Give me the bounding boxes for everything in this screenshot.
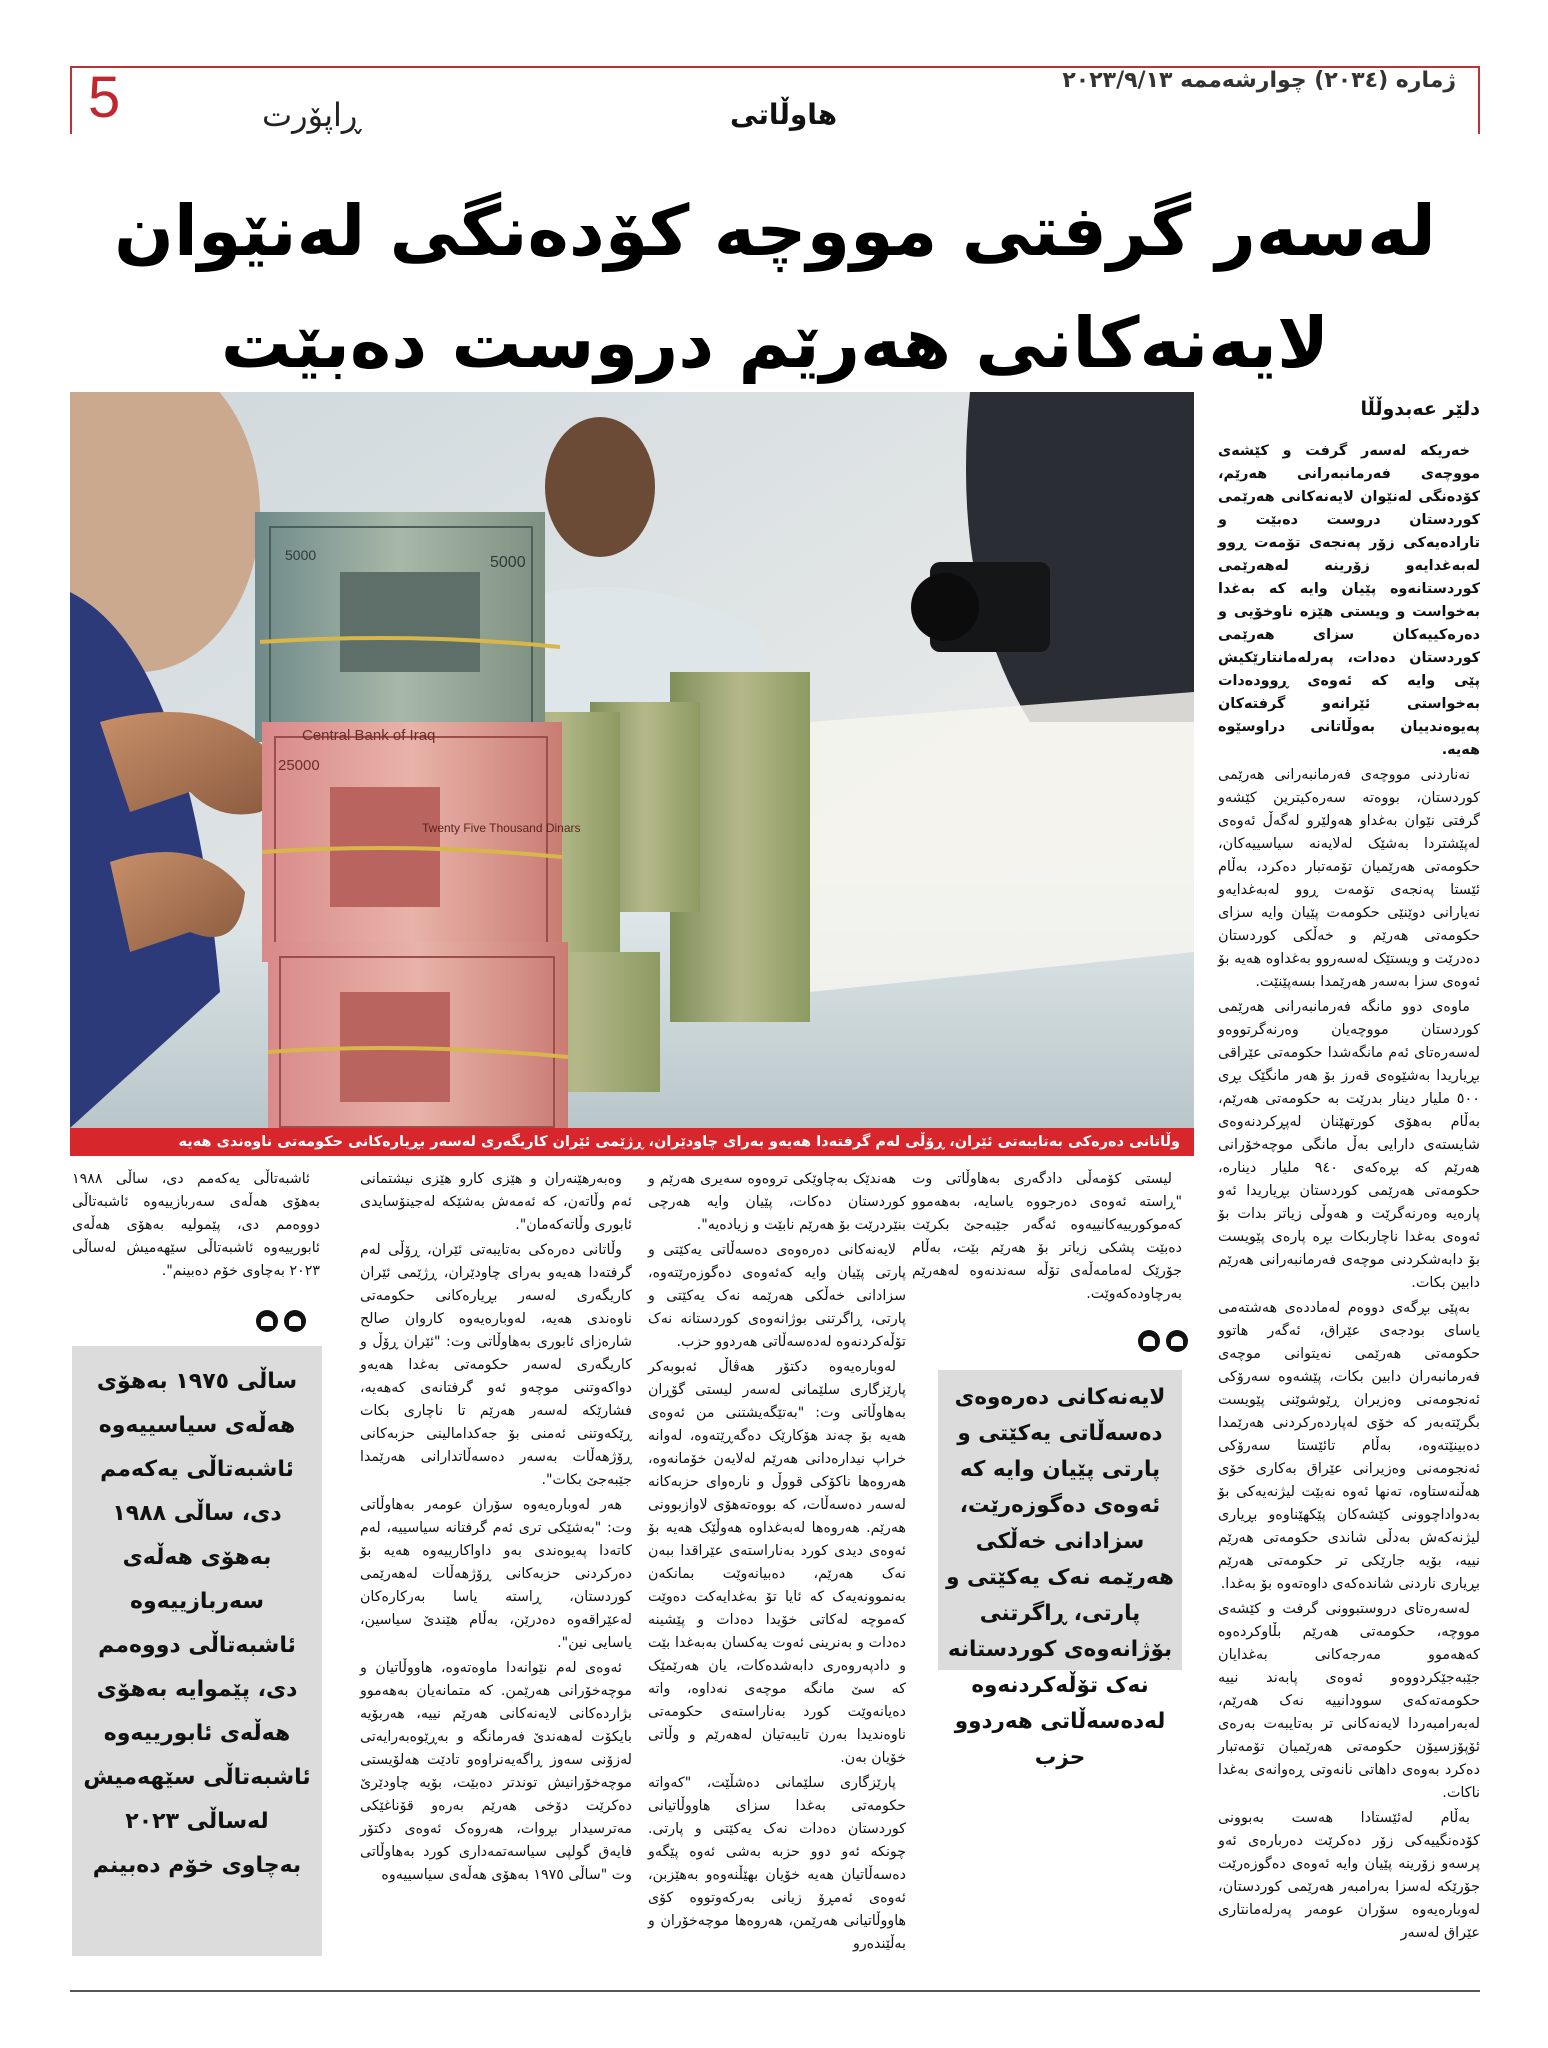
column-3 (648, 1168, 906, 1958)
banknote-label: 5000 (285, 547, 317, 563)
body-paragraph: پارێزگاری سلێمانی دەشڵێت، "کەواتە حکومەتی بەغدا سزای هاووڵاتیانی کوردستان دەدات نەک یەکێتی و پارتی. چونکە ئەو دوو حزبە بەشی ئەوە پێگەو دەسەڵاتیان هەیە خۆیان بهێڵنەوەو بەهێزبن، ئەوەی ئەمڕۆ زیانی بەرکەوتووە کۆی هاووڵاتیانی هەرێمن، هەروەها موچەخۆران و بەڵێندەرو (648, 1775, 906, 1952)
column-5 (72, 1168, 320, 1285)
body-paragraph: نەناردنی مووچەی فەرمانبەرانی هەرێمی کوردستان، بووەتە سەرەکیترین کێشەو گرفتی نێوان بەغداو هەولێرو لەگەڵ ئەوەی لەپێشتردا بەشێک لەلایەنە سیاسییەکان، حکومەتی هەرێمیان تۆمەتبار دەکرد، بەڵام ئێستا پەنجەی تۆمەت ڕوو لەبەغدایەو نەیارانی دوێنێی حکومەت پێیان وایە سزای حکومەتی هەرێم و خەڵکی کوردستان دەدرێت و ویستێک لەسەروو بەغداوە هەیە بۆ ئەوەی سزا بەسەر هەرێمدا بسەپێنێت. (1218, 767, 1480, 990)
article-photo (70, 392, 1194, 1128)
banknote-label: Central Bank of Iraq (302, 727, 436, 744)
body-paragraph: ئەوەی لەم نێوانەدا ماوەتەوە، هاووڵاتیان و موچەخۆرانی هەرێمن. کە متمانەیان بەهەموو بژاردەکانی لایەنەکانی هەرێم نییە، هەربۆیە بایکۆت لەهەندێ فەرمانگە و بەڕێوەبەرایەتی لەزۆنی سەوز ڕاگەیەنراوەو تادێت هەلۆیستی موچەخۆرانیش توندتر دەبێت، بۆیە چاودێرێ دەکرێت دۆخی هەرێم بەرەو قۆناغێکی مەترسیدار بڕوات، هەروەک ئەوەی دکتۆر فایەق گولپی سیاسەتمەداری کورد بەهاوڵاتی وت "ساڵی ١٩٧٥ بەهۆی هەڵەی سیاسییەوە (360, 1660, 632, 1883)
banknote-label: Twenty Five Thousand Dinars (422, 821, 581, 835)
header-frame-left (70, 66, 72, 134)
photo-caption: وڵاتانی دەرەکی بەتایبەتی ئێران، ڕۆڵی لەم گرفتەدا هەیەو بەرای چاودێران، ڕژێمی ئێران کاریگەری لەسەر بڕیارەکانی حکومەتی ناوەندی هەیە (70, 1128, 1194, 1156)
body-paragraph: هەندێک بەچاوێکی تروەوە سەیری هەرێم و کوردستان دەکات، پێیان وایە هەرچی بنێردرێت بۆ هەرێم نابێت و زیادەیە". (648, 1171, 906, 1233)
header-frame-right (1478, 66, 1480, 134)
body-paragraph: بەڵام لەئێستادا هەست بەبوونی کۆدەنگییەکی زۆر دەکرێت دەربارەی ئەو پرسەو زۆرینە پێیان وایە ئەوەی دەگوزەرێت جۆرێکە لەسزا بەرامبەر هەرێمی کوردستان، لەوبارەیەوە سۆران عومەر پەرلەمانتاری عێراق لەسەر (1218, 1810, 1480, 1941)
banknote-stack (255, 512, 581, 1128)
body-paragraph: ئاشبەتاڵی یەکەمم دی، ساڵی ١٩٨٨ بەهۆی هەڵەی سەربازییەوە ئاشبەتاڵی دووەمم دی، پێمولیە بەهۆی هەڵەی ئابورییەوە ئاشبەتاڵی سێهەمیش لەساڵی ٢٠٢٣ بەچاوی خۆم دەبینم". (72, 1171, 320, 1279)
pull-quote-text: ساڵی ١٩٧٥ بەهۆی هەڵەی سیاسییەوە ئاشبەتاڵی یەکەمم دی، ساڵی ١٩٨٨ بەهۆی هەڵەی سەربازییەوە ئاشبەتاڵی دووەمم دی، پێموایە بەهۆی هەڵەی ئابورییەوە ئاشبەتاڵی سێهەمیش لەساڵی ٢٠٢٣ بەچاوی خۆم دەبینم (83, 1369, 311, 1878)
body-paragraph: بەپێی بڕگەی دووەم لەماددەی هەشتەمی یاسای بودجەی عێراق، ئەگەر هاتوو حکومەتی هەرێمی نەیتوانی موچەی فەرمانبەران دابین بکات، پێشەوە سەرۆکی ئەنجومەنی وەزیران ڕێوشوێنی پێویست بگرێتەبەر کە خۆی لەپاردەرکردنی هەرێمدا دەبینێتەوە، بەڵام تائێستا سەرۆکی ئەنجومەنی وەزیرانی عێراق بەکاری خۆی هەڵنەستاوە، تەنها ئەوە نەبێت لیژنەیەکی بۆ بەدواداچوونی کێشەکان پێکهێناوەو بڕیاری لیژنەکەش بەدڵی شاندی حکومەتی هەرێم نییە، بۆیە جارێکی تر حکومەتی هەرێم بڕیاری ناردنی شاندەکەی داوەتەوە بۆ بەغدا. (1218, 1300, 1480, 1592)
byline: دلێر عەبدوڵڵا (1360, 398, 1480, 420)
body-paragraph: لایەنەکانی دەرەوەی دەسەڵاتی یەکێتی و پارتی پێیان وایە کەئەوەی دەگوزەرێتەوە، سزادانی خەڵکی هەرێمە نەک یەکێتی و پارتی، ڕاگرتنی بوژانەوەی کوردستانە نەک تۆڵەکردنەوە لەدەسەڵاتی هەردوو حزب. (648, 1242, 906, 1350)
column-2 (912, 1168, 1182, 1308)
pull-quote-left (72, 1346, 322, 1956)
quote-mark-icon (1138, 1330, 1188, 1352)
body-paragraph: لەسەرەتای دروستبوونی گرفت و کێشەی مووچە، حکومەتی هەرێم بڵاوکردەوە کەهەموو مەرجەکانی بەغدایان جێبەجێکردووەو ئەوەی پابەند نییە حکومەتەکەی سوودانییە نەک هەرێم، لەبەرامبەردا لایەنەکانی تر بەتایبەت بەرەی ئۆپۆزسیۆن حکومەتی هەرێمیان تۆمەتبار دەکرد بەوەی داهاتی نانەوتی ڕەوانەی بەغدا ناکات. (1218, 1601, 1480, 1801)
body-paragraph: لیستی کۆمەڵی دادگەری بەهاوڵاتی وت "ڕاستە ئەوەی دەرجووە یاسایە، بەهەموو کەموکورییەکانییەوە ئەگەر جێبەجێ بکرێت دەبێت پشکی زیاتر بۆ هەرێم بێت، بەڵام جۆرێک لەمامەڵەی تۆڵە سەندنەوە لەهەرێم بەرچاودەکەوێت. (912, 1171, 1182, 1302)
body-paragraph: هەر لەوبارەیەوە سۆران عومەر بەهاوڵاتی وت: "بەشێکی تری ئەم گرفتانە سیاسییە، لەم کاتەدا پەیوەندی بەو داواکارییەوە هەیە بۆ دەرکردنی حزبەکانی ڕۆژهەڵات لەهەرێمی کوردستان، ڕاستە یاسا بەرکارەکان لەعێراقەوە دەدرێن، بەڵام هێندێ سیاسین، یاسایی نین". (360, 1497, 632, 1651)
article-headline: لەسەر گرفتی مووچە کۆدەنگی لەنێوان لایەنەکانی هەرێم دروست دەبێت (114, 190, 1436, 384)
pull-quote-right (938, 1370, 1182, 1770)
masthead-logo: هاوڵاتی (730, 98, 838, 131)
column-4 (360, 1168, 632, 1889)
pull-quote-text: لایەنەکانی دەرەوەی دەسەڵاتی یەکێتی و پارتی پێیان وایە کە ئەوەی دەگوزەرێت، سزادانی خەڵکی هەرێمە نەک یەکێتی و پارتی، ڕاگرتنی بۆژانەوەی کوردستانە نەک تۆڵەکردنەوە لەدەسەڵاتی هەردوو حزب (946, 1385, 1174, 1770)
quote-mark-icon (256, 1310, 306, 1332)
bottom-rule (70, 1990, 1480, 1992)
page-number: 5 (88, 65, 121, 130)
lead-paragraph: خەریکە لەسەر گرفت و کێشەی مووچەی فەرمانبەرانی هەرێم، کۆدەنگی لەنێوان لایەنەکانی هەرێمی کوردستان دروست دەبێت و تارادەیەکی زۆر پەنجەی تۆمەت ڕوو لەبەغدایەو زۆرینە لەهەرێمی کوردستانەوە پێیان وایە کە بەغدا بەخواست و ویستی هێزە ناوخۆیی و دەرەکییەکان سزای هەرێمی کوردستان دەدات، پەرلەمانتارێکیش پێی وایە کە ئەوەی ڕوودەدات بەخواستی ئێرانەو گرفتەکان پەیوەندییان بەوڵاتانی دراوسێوە هەیە. (1218, 443, 1480, 758)
body-paragraph: وڵاتانی دەرەکی بەتایبەتی ئێران، ڕۆڵی لەم گرفتەدا هەیەو بەرای چاودێران، ڕژێمی ئێران کاریگەری لەسەر بڕیارەکانی حکومەتی ناوەندی هەیە، لەوبارەیەوە کاروان صالح شارەزای ئابوری بەهاوڵاتی وت: "ئێران ڕۆڵ و کاریگەری لەسەر حکومەتی بەغدا هەیەو دواکەوتنی موچەو ئەو گرفتانەی کەهەیە، فشارێکە لەسەر هەرێم تا ناچاری بکات ڕێکەوتنی ئەمنی بۆ جەکدامالینی حزبەکانی ڕۆژهەڵات بەسەر دەسەڵاتدارانی هەرێمدا جێبەجێ بکات". (360, 1242, 632, 1488)
money-stacks-illustration (70, 392, 1194, 1128)
body-paragraph: ماوەی دوو مانگە فەرمانبەرانی هەرێمی کوردستان مووچەیان وەرنەگرتووەو لەسەرەتای ئەم مانگەشدا حکومەتی عێراقی بڕیاریدا بەشێوەی قەرز بۆ هەر مانگێک بڕی ٥٠٠ ملیار دینار بدرێت بە حکومەتی هەرێم، بەڵام بەهۆی کورتهێنان لەپڕکردنەوەی شایستەی دارایی بەڵ مانگی موچەخۆرانی هەرێم کە بڕەکەی ٩٤٠ ملیار دینارە، حکومەتی هەرێمی کوردستان بڕیاریدا ئەو پارەیە وەرنەگرێت و هەوڵی زیاتر بدات بۆ ئەوەی بەغدا ناچاربکات بڕە پارەی پێویست بۆ دابەشکردنی موچەی فەرمانبەرانی هەرێم دابین بکات. (1218, 999, 1480, 1291)
banknote-label: 25000 (278, 757, 320, 774)
section-label: ڕاپۆرت (262, 96, 362, 134)
issue-info: ژمارە (٢٠٣٤) چوارشەممە ٢٠٢٣/٩/١٣ (1062, 68, 1456, 93)
body-paragraph: لەوبارەیەوە دکتۆر هەڤاڵ ئەبوبەکر پارێزگاری سلێمانی لەسەر لیستی گۆڕان بەهاوڵاتی وت: "بەتێگەیشتنی من ئەوەی هەیە بۆ چەند هۆکارێک دەگەڕێتەوە، لەوانە خراپ نیدارەدانی هەرێم لەلایەن خۆمانەوە، هەروەها ناکۆکی قووڵ و نارەوای حزبەکانە لەسەر دەسەڵات، کە بووەتەهۆی لاوازبوونی هەرێم. هەروەها لەبەغداوە هەوڵێک هەیە بۆ ئەوەی دیدی کورد بەناراستەی عێراقدا ببەن نەک هەرێم، دەبیانەوێت بمانکەن بەنموونەیەک کە ئایا تۆ بەغدایەکت دەوێت کەموچە لەکاتی خۆیدا دەدات و پێشینە دەدات و بەنرینی ئەوت یەکسان بەبەغدا بێت و دادپەروەری دابەشدەکات، یان هەرێمێک کە سێ مانگە موچەی نەداوە، واتە دەیانەوێت کورد بەناراستەی حکومەتی ناوەندیدا بەرن تایبەتیان لەهەرێم و وڵاتی خۆیان بەن. (648, 1359, 906, 1766)
body-paragraph: وەبەرهێنەران و هێزی کارو هێزی نیشتمانی ئەم وڵاتەن، کە ئەمەش بەشێکە لەجینۆسایدی ئابوری وڵاتەکەمان". (360, 1171, 632, 1233)
right-column (1218, 440, 1480, 1947)
banknote-label: 5000 (490, 554, 526, 571)
